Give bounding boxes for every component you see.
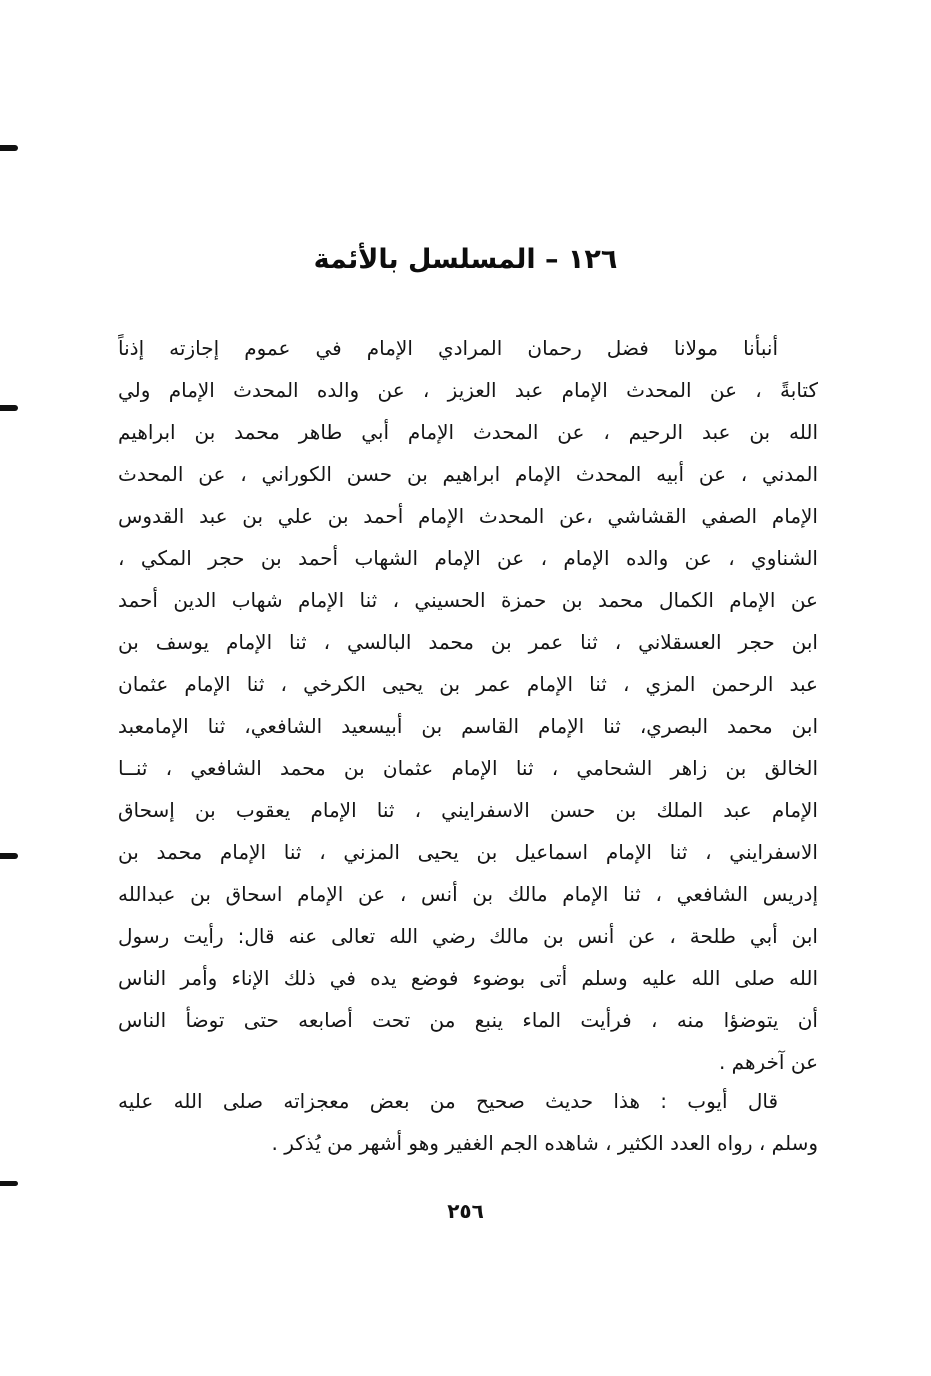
section-heading: ١٢٦ – المسلسل بالأئمة [313, 244, 618, 275]
margin-scan-mark [0, 405, 18, 411]
text-line: الإمام الصفي القشاشي ،عن المحدث الإمام أحمد بن علي بن عبد القدوس [118, 504, 818, 528]
text-line: الله بن عبد الرحيم ، عن المحدث الإمام أبي طاهر محمد بن ابراهيم [118, 420, 818, 444]
commentary-paragraph [118, 1080, 818, 1164]
text-line: إدريس الشافعي ، ثنا الإمام مالك بن أنس ، عن الإمام اسحاق بن عبدالله [118, 882, 818, 906]
text-line: ابن حجر العسقلاني ، ثنا عمر بن محمد البالسي ، ثنا الإمام يوسف بن [118, 630, 818, 654]
margin-scan-mark [0, 145, 18, 151]
page-number: ٢٥٦ [447, 1199, 484, 1223]
text-line: الخالق بن زاهر الشحامي ، ثنا الإمام عثمان بن محمد الشافعي ، ثنــا [118, 756, 818, 780]
text-line: عن الإمام الكمال محمد بن حمزة الحسيني ، ثنا الإمام شهاب الدين أحمد [118, 588, 818, 612]
margin-scan-mark [0, 853, 18, 859]
text-line: ابن أبي طلحة ، عن أنس بن مالك رضي الله تعالى عنه قال: رأيت رسول [118, 924, 818, 948]
text-line: المدني ، عن أبيه المحدث الإمام ابراهيم بن حسن الكوراني ، عن المحدث [118, 462, 818, 486]
text-line: ابن محمد البصري، ثنا الإمام القاسم بن أبيسعيد الشافعي، ثنا الإمامعبد [118, 714, 818, 738]
text-line: أنبأنا مولانا فضل رحمان المرادي الإمام في عموم إجازته إذناً [118, 336, 778, 360]
text-line: كتابةً ، عن المحدث الإمام عبد العزيز ، عن والده المحدث الإمام ولي [118, 378, 818, 402]
text-line: وسلم ، رواه العدد الكثير ، شاهده الجم الغفير وهو أشهر من يُذكر . [271, 1131, 818, 1155]
text-line: عبد الرحمن المزي ، ثنا الإمام عمر بن يحيى الكرخي ، ثنا الإمام عثمان [118, 672, 818, 696]
text-line: الشناوي ، عن والده الإمام ، عن الإمام الشهاب أحمد بن حجر المكي ، [118, 546, 818, 570]
text-line: قال أيوب : هذا حديث صحيح من بعض معجزاته صلى الله عليه [118, 1089, 778, 1113]
text-line: أن يتوضؤا منه ، فرأيت الماء ينبع من تحت أصابعه حتى توضأ الناس [118, 1008, 818, 1032]
text-line: عن آخرهم . [718, 1050, 818, 1074]
margin-scan-mark [0, 1181, 18, 1186]
text-line: الاسفرايني ، ثنا الإمام اسماعيل بن يحيى المزني ، ثنا الإمام محمد بن [118, 840, 818, 864]
text-line: الله صلى الله عليه وسلم أتى بوضوء فوضع يده في ذلك الإناء وأمر الناس [118, 966, 818, 990]
hadith-chain-paragraph [118, 327, 818, 1083]
text-line: الإمام عبد الملك بن حسن الاسفرايني ، ثنا الإمام يعقوب بن إسحاق [118, 798, 818, 822]
